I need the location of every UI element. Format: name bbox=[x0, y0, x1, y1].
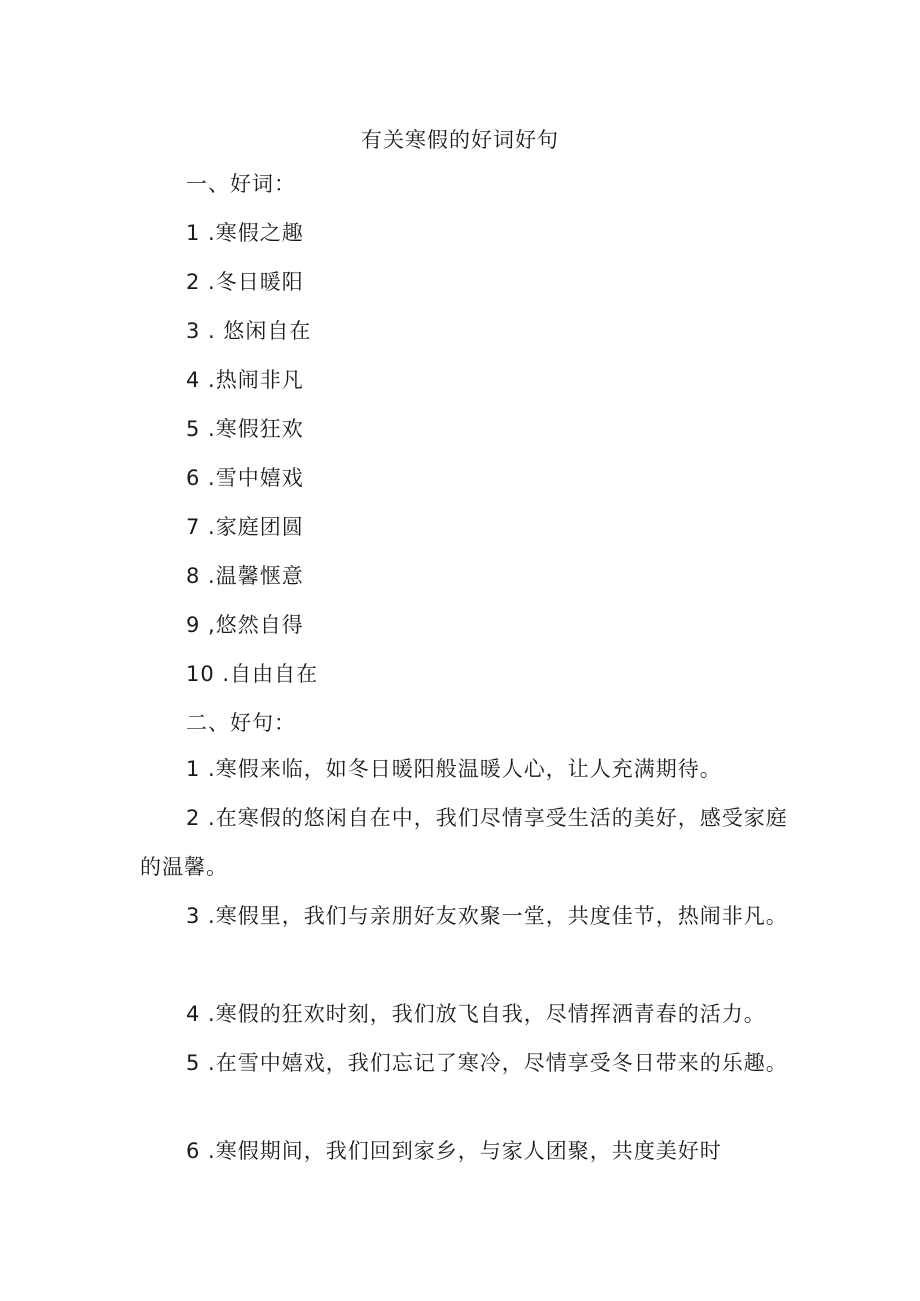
sentence-item: 4 .寒假的狂欢时刻，我们放飞自我，尽情挥洒青春的活力。 bbox=[186, 1002, 766, 1026]
section-heading-words: 一、好词： bbox=[186, 172, 296, 196]
word-item: 7 .家庭团圆 bbox=[186, 515, 304, 539]
word-item: 6 .雪中嬉戏 bbox=[186, 466, 304, 490]
word-item: 1 .寒假之趣 bbox=[186, 221, 304, 245]
sentence-item: 1 .寒假来临，如冬日暖阳般温暖人心，让人充满期待。 bbox=[186, 757, 722, 781]
word-item: 5 .寒假狂欢 bbox=[186, 417, 304, 441]
document-title: 有关寒假的好词好句 bbox=[361, 128, 559, 152]
section-heading-sentences: 二、好句： bbox=[186, 711, 296, 735]
word-item: 4 .热闹非凡 bbox=[186, 368, 304, 392]
sentence-item: 5 .在雪中嬉戏，我们忘记了寒冷，尽情享受冬日带来的乐趣。 bbox=[186, 1051, 788, 1075]
sentence-item: 3 .寒假里，我们与亲朋好友欢聚一堂，共度佳节，热闹非凡。 bbox=[186, 904, 788, 928]
sentence-item: 2 .在寒假的悠闲自在中，我们尽情享受生活的美好，感受家庭的温馨。 bbox=[140, 806, 788, 879]
word-item: 3 . 悠闲自在 bbox=[186, 319, 312, 343]
word-item: 8 .温馨惬意 bbox=[186, 564, 304, 588]
word-item: 2 .冬日暖阳 bbox=[186, 270, 304, 294]
word-item: 10 .自由自在 bbox=[186, 662, 319, 686]
word-item: 9 ,悠然自得 bbox=[186, 613, 304, 637]
sentence-item: 6 .寒假期间，我们回到家乡，与家人团聚，共度美好时 bbox=[186, 1139, 722, 1163]
